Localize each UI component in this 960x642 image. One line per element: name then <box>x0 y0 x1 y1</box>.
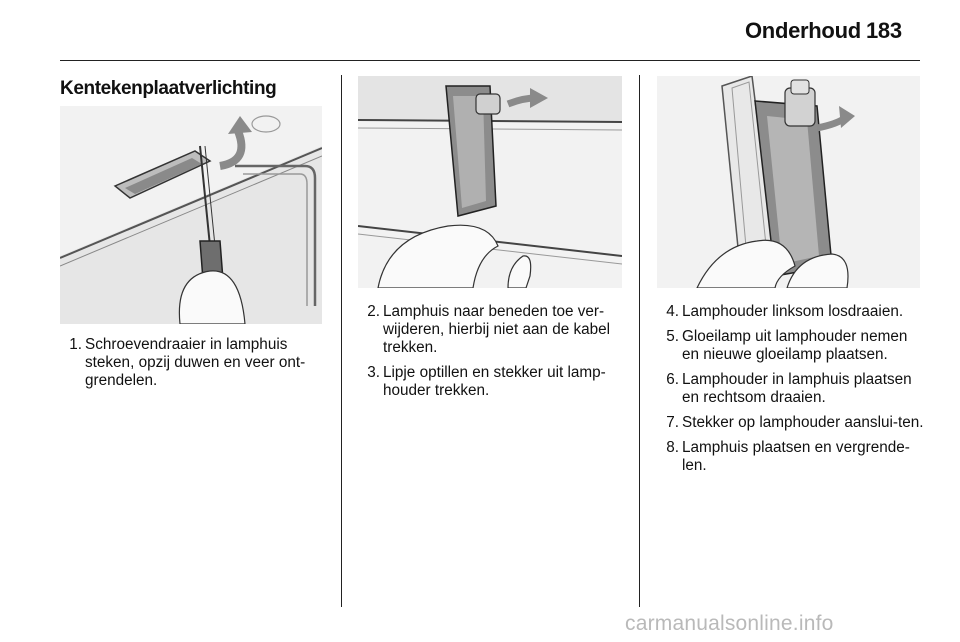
step-text: Schroevendraaier in lamphuis steken, opzij duwen en veer ont-grendelen. <box>85 336 306 389</box>
step-number: 4. <box>666 303 679 320</box>
column-divider-2 <box>639 75 640 607</box>
step-text: Lipje optillen en stekker uit lamp-houder trekken. <box>383 364 606 399</box>
step-text: Lamphouder in lamphuis plaatsen en rechtsom draaien. <box>682 371 912 406</box>
steps-list-2 <box>358 303 626 407</box>
header-title: Onderhoud <box>745 18 861 43</box>
list-item <box>358 364 626 400</box>
list-item <box>657 439 925 475</box>
step-number: 8. <box>666 439 679 456</box>
list-item <box>657 303 925 321</box>
illustration-lamp-housing <box>358 76 622 288</box>
watermark: carmanualsonline.info <box>625 612 834 635</box>
step-text: Lamphouder linksom losdraaien. <box>682 303 904 320</box>
step-number: 5. <box>666 328 679 345</box>
column-divider-1 <box>341 75 342 607</box>
illustration-screwdriver <box>60 106 322 324</box>
step-text: Lamphuis plaatsen en vergrende-len. <box>682 439 910 474</box>
step-number: 3. <box>367 364 380 381</box>
step-text: Gloeilamp uit lamphouder nemen en nieuwe gloeilamp plaatsen. <box>682 328 908 363</box>
step-number: 1. <box>69 336 82 353</box>
header-rule <box>60 60 920 61</box>
steps-list-1 <box>60 336 330 397</box>
step-text: Stekker op lamphouder aansluі-ten. <box>682 414 924 431</box>
step-text: Lamphuis naar beneden toe ver-wijderen, hierbij niet aan de kabel trekken. <box>383 303 611 356</box>
list-item <box>60 336 330 390</box>
list-item <box>657 414 925 432</box>
list-item <box>657 371 925 407</box>
step-number: 2. <box>367 303 380 320</box>
step-number: 7. <box>666 414 679 431</box>
step-number: 6. <box>666 371 679 388</box>
section-title: Kentekenplaatverlichting <box>60 78 277 99</box>
steps-list-3 <box>657 303 925 482</box>
page-number: 183 <box>866 18 902 43</box>
list-item <box>358 303 626 357</box>
illustration-lamp-holder <box>657 76 920 288</box>
list-item <box>657 328 925 364</box>
